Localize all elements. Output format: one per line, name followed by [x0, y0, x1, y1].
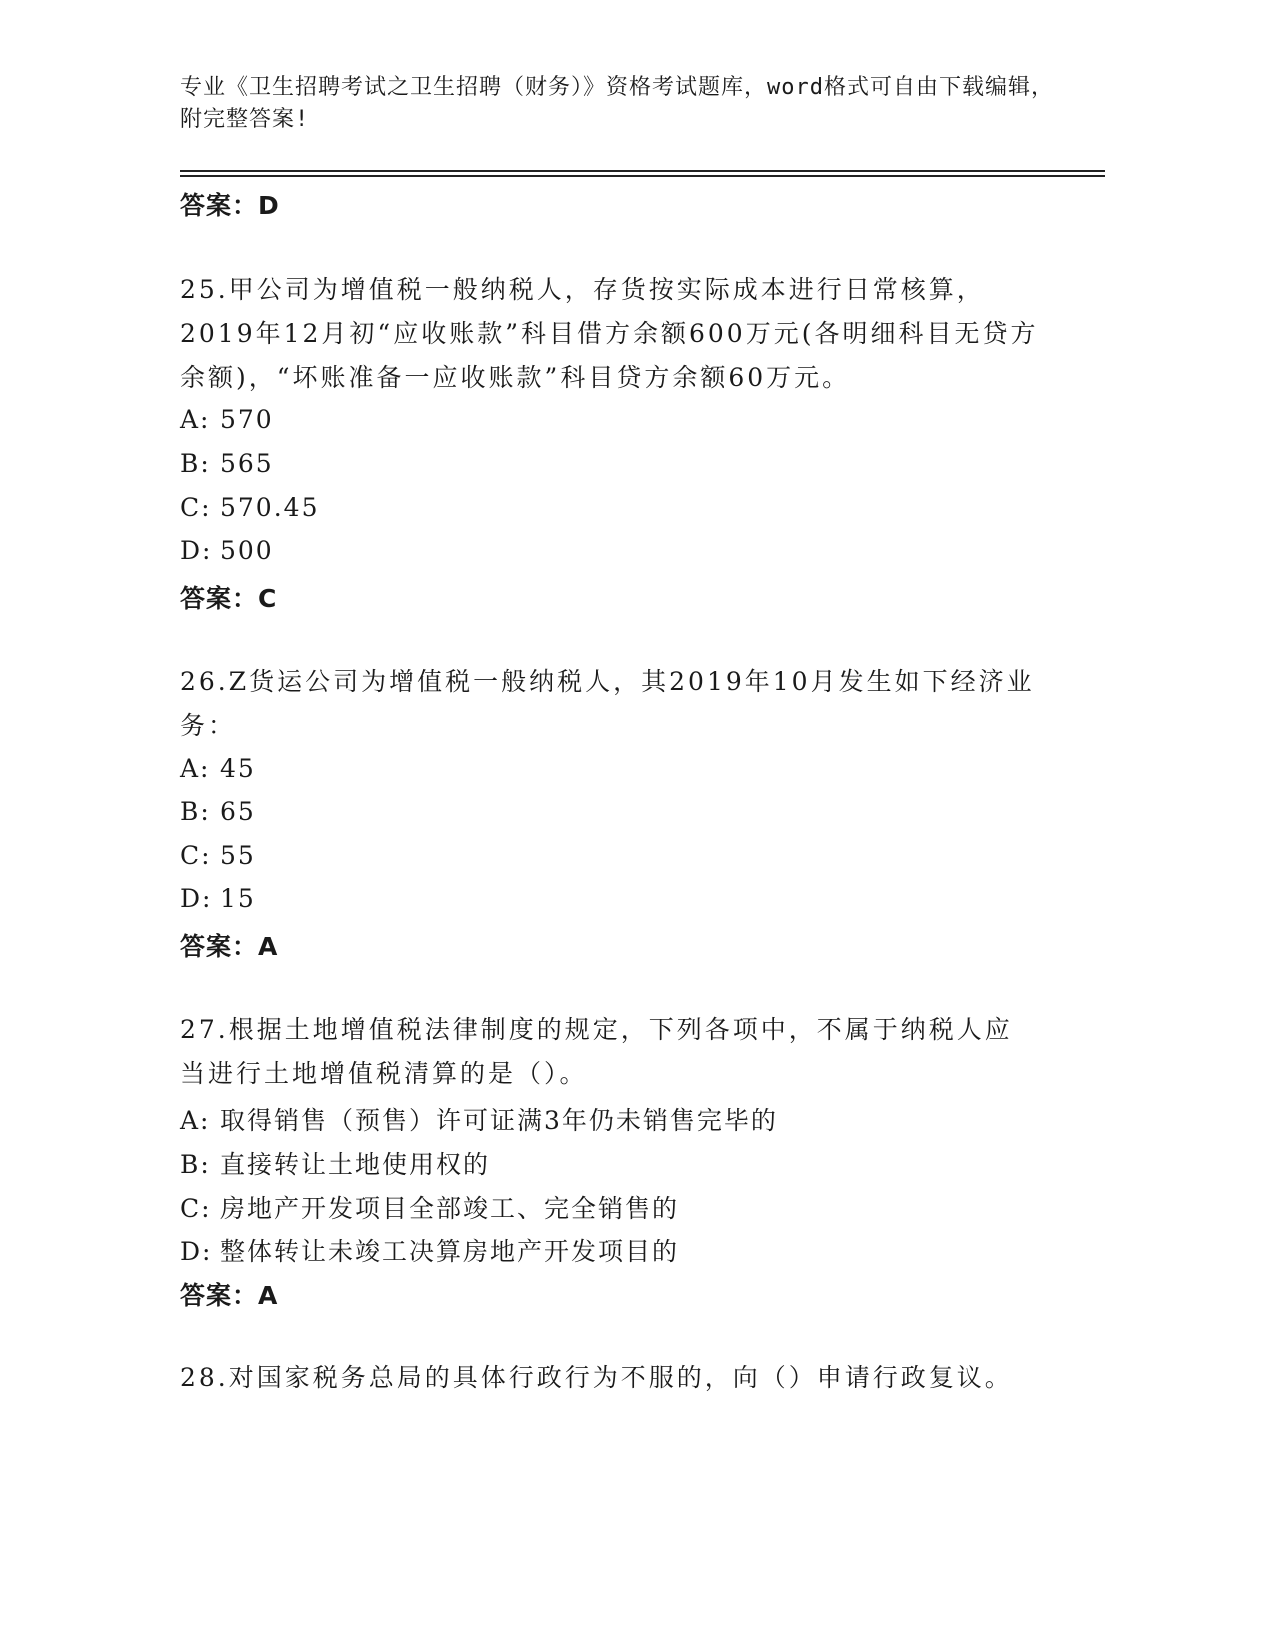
option-text: 55 [220, 841, 256, 870]
option-text: 570 [220, 405, 274, 434]
option-label: B: [180, 797, 211, 826]
option-b [180, 797, 256, 826]
option-a [180, 405, 274, 434]
option-label: C: [180, 493, 212, 522]
option-text: 500 [220, 536, 274, 565]
option-text: 15 [220, 884, 256, 913]
option-label: C: [180, 1194, 212, 1223]
option-label: C: [180, 841, 212, 870]
header-rule-top [180, 170, 1105, 172]
option-label: B: [180, 449, 211, 478]
option-text: 取得销售（预售）许可证满3年仍未销售完毕的 [220, 1106, 778, 1135]
option-c [180, 493, 319, 522]
answer-label: 答案：A [180, 932, 279, 961]
option-text: 直接转让土地使用权的 [220, 1150, 491, 1179]
question-stem: 26.Z货运公司为增值税一般纳税人，其2019年10月发生如下经济业务： [180, 667, 1035, 740]
option-text: 565 [220, 449, 274, 478]
option-label: D: [180, 1237, 213, 1266]
option-label: A: [180, 1106, 211, 1135]
option-label: A: [180, 754, 211, 783]
question-stem: 25.甲公司为增值税一般纳税人，存货按实际成本进行日常核算，2019年12月初“应收账款”科目借方余额600万元(各明细科目无贷方余额)，“坏账准备一应收账款”科目贷方余额60万元。 [180, 275, 1039, 392]
header-rule-bottom [180, 175, 1105, 177]
option-text: 65 [220, 797, 256, 826]
option-text: 45 [220, 754, 256, 783]
option-label: D: [180, 884, 213, 913]
header-note: 专业《卫生招聘考试之卫生招聘（财务）》资格考试题库，word格式可自由下载编辑，附完整答案! [180, 75, 1054, 132]
option-label: A: [180, 405, 211, 434]
option-text: 房地产开发项目全部竣工、完全销售的 [220, 1194, 680, 1223]
answer-label: 答案：D [180, 191, 280, 220]
option-a [180, 1101, 778, 1137]
option-text: 570.45 [220, 493, 320, 522]
answer-label: 答案：C [180, 584, 278, 613]
option-c [180, 1189, 679, 1225]
option-d [180, 884, 256, 913]
answer-label: 答案：A [180, 1281, 279, 1310]
question-stem: 27.根据土地增值税法律制度的规定，下列各项中，不属于纳税人应当进行土地增值税清算的是（）。 [180, 1015, 1013, 1088]
option-label: D: [180, 536, 213, 565]
option-c [180, 841, 256, 870]
option-d [180, 1232, 679, 1268]
option-text: 整体转让未竣工决算房地产开发项目的 [220, 1237, 680, 1266]
option-b [180, 449, 274, 478]
option-label: B: [180, 1150, 211, 1179]
option-a [180, 754, 256, 783]
option-b [180, 1145, 490, 1181]
question-stem: 28.对国家税务总局的具体行政行为不服的，向（）申请行政复议。 [180, 1363, 1013, 1392]
option-d [180, 536, 274, 565]
